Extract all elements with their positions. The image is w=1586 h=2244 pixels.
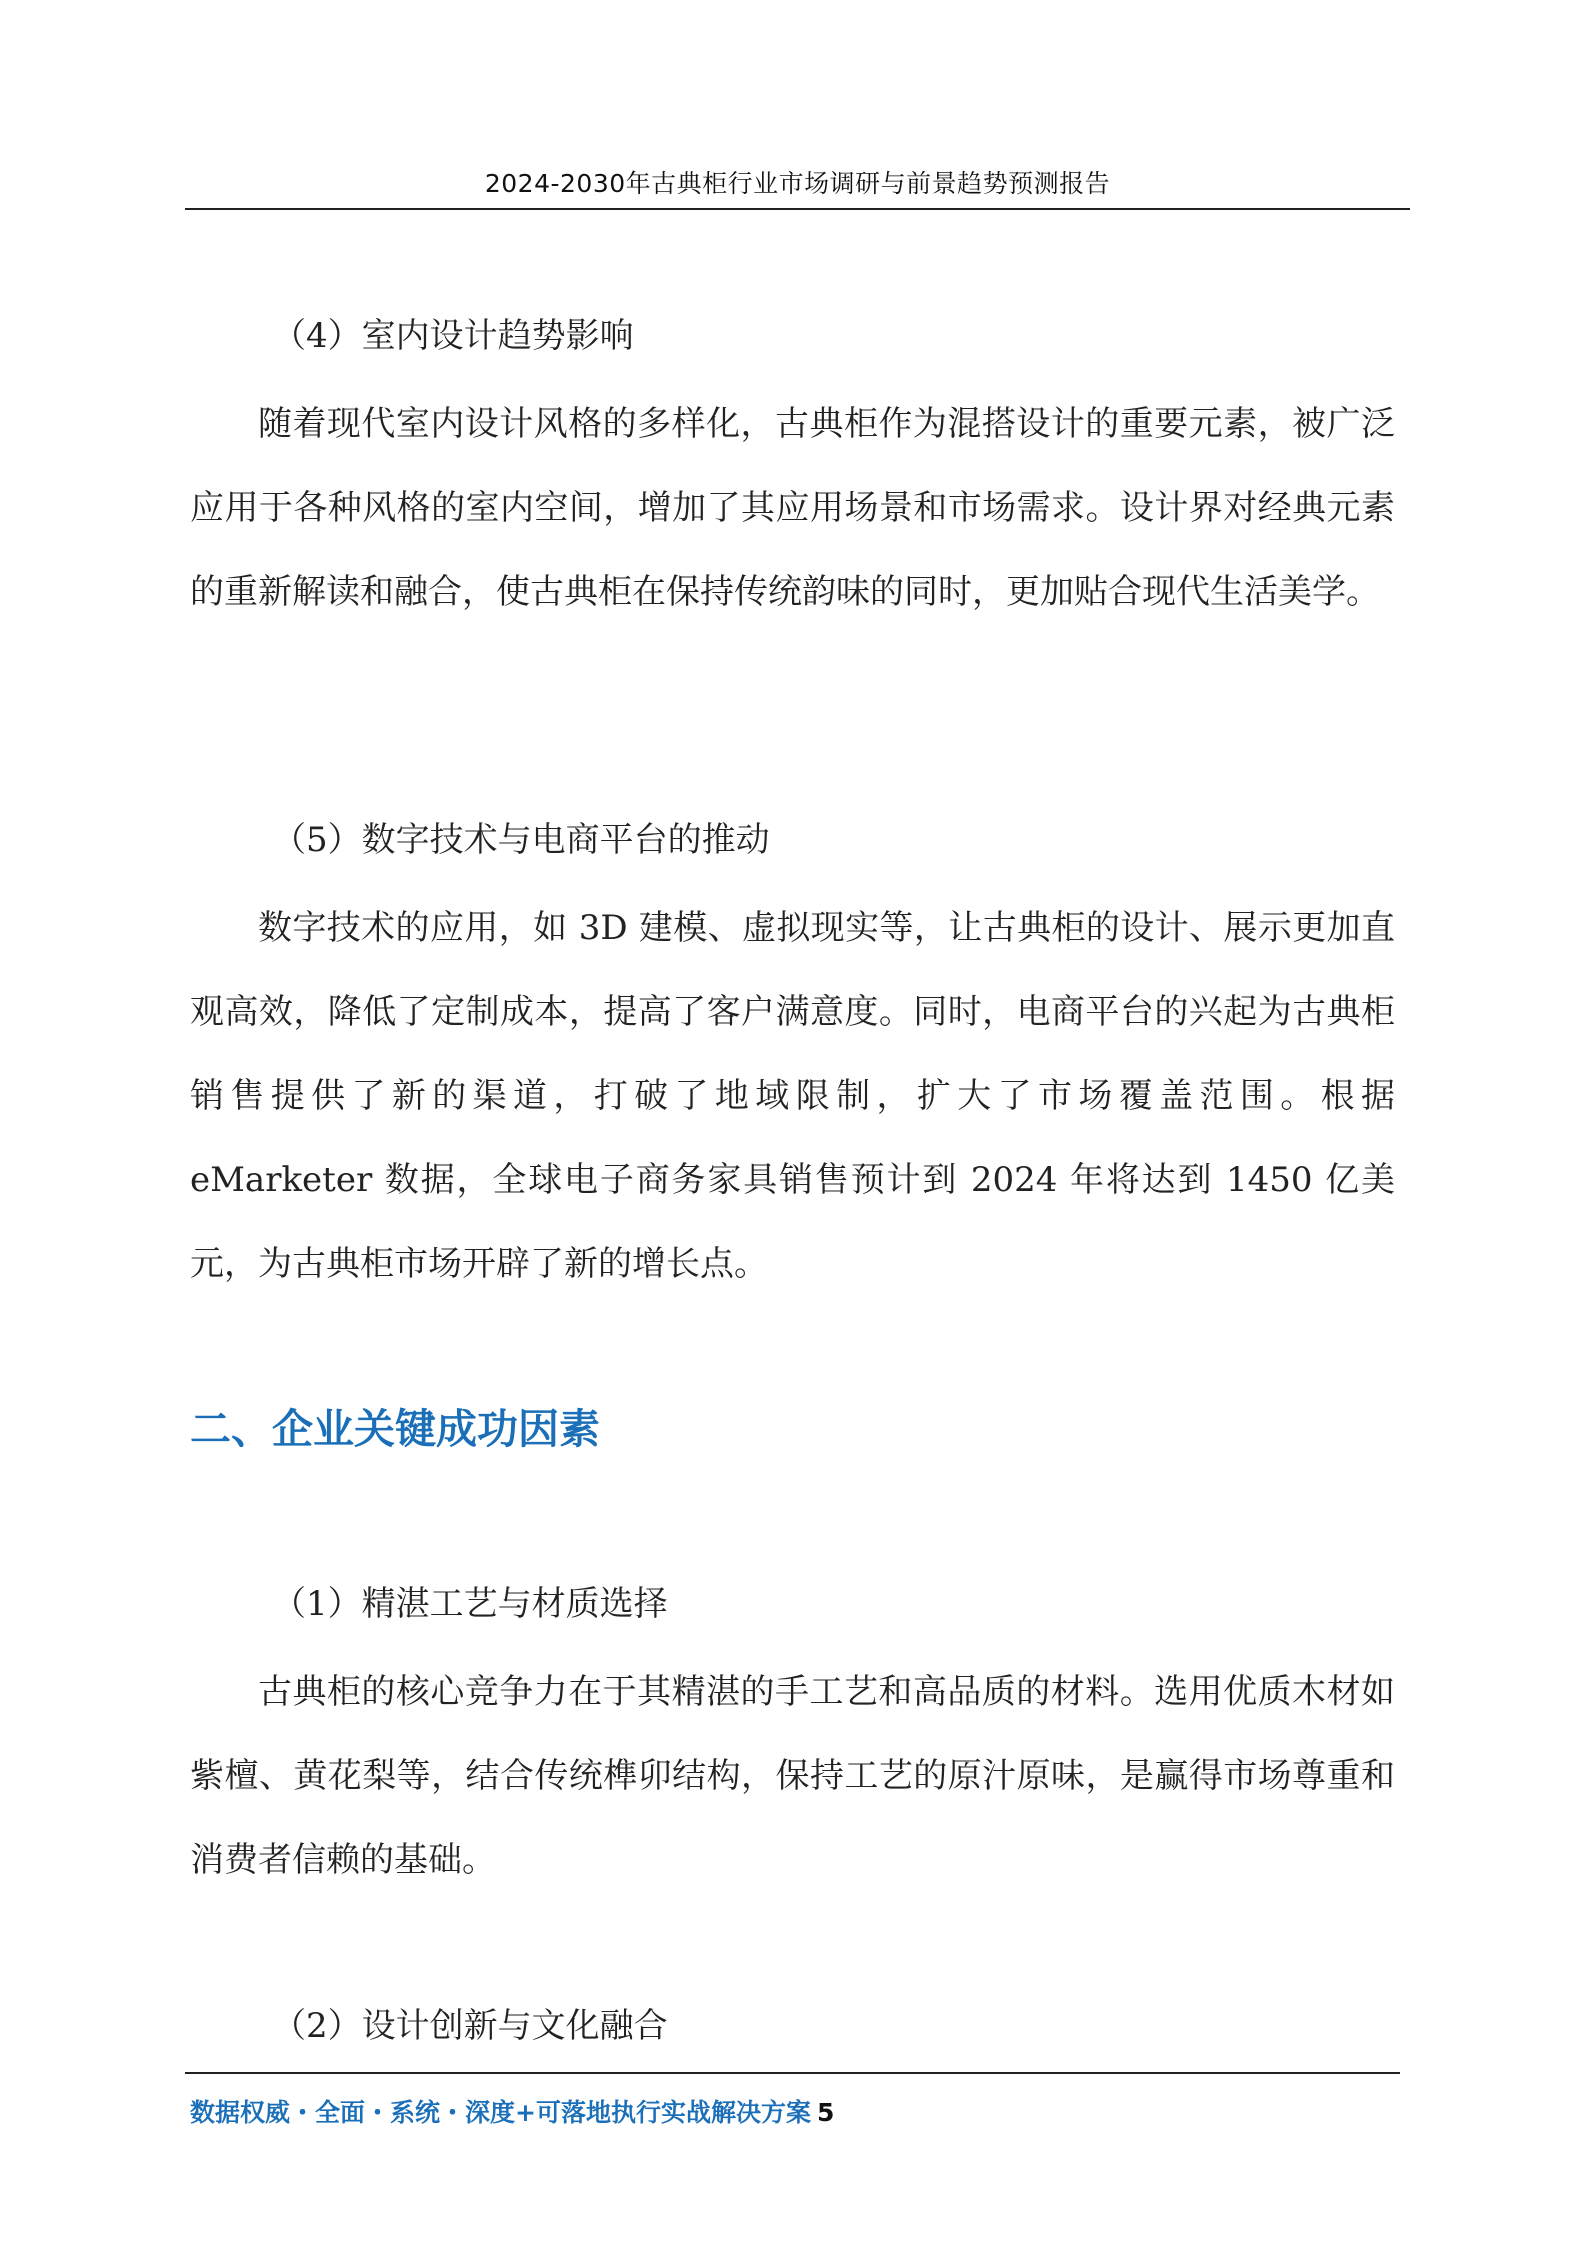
footer-tagline: 数据权威・全面・系统・深度+可落地执行实战解决方案 <box>190 2098 811 2127</box>
footer-divider <box>185 2072 1400 2074</box>
paragraph-interior-design: 随着现代室内设计风格的多样化，古典柜作为混搭设计的重要元素，被广泛应用于各种风格的室内空间，增加了其应用场景和市场需求。设计界对经典元素的重新解读和融合，使古典柜在保持传统韵味的同时，更加贴合现代生活美学。 <box>190 404 1395 612</box>
subheading-design-innovation: （2）设计创新与文化融合 <box>272 2006 668 2046</box>
header-divider <box>185 208 1410 210</box>
page-number: 5 <box>816 2098 835 2127</box>
footer <box>190 2098 834 2128</box>
subheading-interior-design: （4）室内设计趋势影响 <box>272 316 634 356</box>
subheading-digital-ecommerce: （5）数字技术与电商平台的推动 <box>272 820 770 860</box>
report-header-title: 2024-2030年古典柜行业市场调研与前景趋势预测报告 <box>484 169 1111 198</box>
subheading-craft-materials: （1）精湛工艺与材质选择 <box>272 1584 668 1624</box>
paragraph-craft-materials: 古典柜的核心竞争力在于其精湛的手工艺和高品质的材料。选用优质木材如紫檀、黄花梨等，结合传统榫卯结构，保持工艺的原汁原味，是赢得市场尊重和消费者信赖的基础。 <box>190 1672 1395 1880</box>
section-title-success-factors: 二、企业关键成功因素 <box>190 1405 600 1453</box>
paragraph-digital-ecommerce: 数字技术的应用，如 3D 建模、虚拟现实等，让古典柜的设计、展示更加直观高效，降低了定制成本，提高了客户满意度。同时，电商平台的兴起为古典柜销售提供了新的渠道，打破了地域限制，扩大了市场覆盖范围。根据 eMarketer 数据，全球电子商务家具销售预计到 2024 年将达到 1450 亿美元，为古典柜市场开辟了新的增长点。 <box>190 908 1395 1284</box>
